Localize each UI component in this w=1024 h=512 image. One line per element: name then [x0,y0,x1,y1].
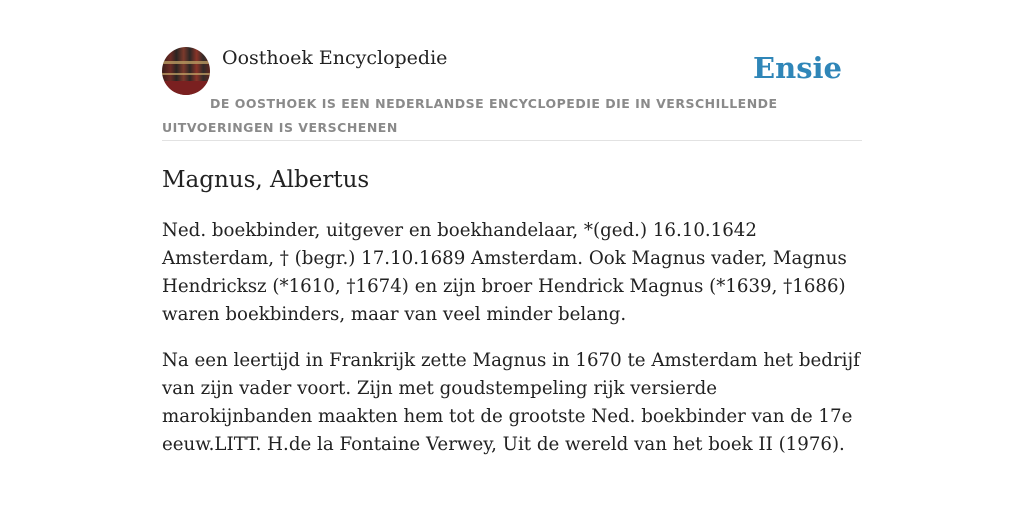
source-description: DE OOSTHOEK IS EEN NEDERLANDSE ENCYCLOPEDIE DIE IN VERSCHILLENDE UITVOERINGEN IS VERSCHENEN [162,96,778,135]
page-container [162,44,862,459]
source-avatar[interactable] [162,47,210,95]
brand-logo[interactable]: Ensie [753,51,842,85]
article-title: Magnus, Albertus [162,167,370,193]
article-paragraph: Na een leertijd in Frankrijk zette Magnus in 1670 te Amsterdam het bedrijf van zijn vader voort. Zijn met goudstempeling rijk versierde marokijnbanden maakten hem tot de grootste Ned. boekbinder van de 17e eeuw.LITT. H.de la Fontaine Verwey, Uit de wereld van het boek II (1976). [162,350,860,455]
source-header [162,44,862,141]
avatar-bookshelf-mid [162,73,210,75]
avatar-bookshelf-top [162,61,210,64]
article-paragraph: Ned. boekbinder, uitgever en boekhandelaar, *(ged.) 16.10.1642 Amsterdam, † (begr.) 17.10.1689 Amsterdam. Ook Magnus vader, Magnus Hendricksz (*1610, †1674) en zijn broer Hendrick Magnus (*1639, †1686) waren boekbinders, maar van veel minder belang. [162,220,847,325]
source-title[interactable]: Oosthoek Encyclopedie [222,47,448,69]
